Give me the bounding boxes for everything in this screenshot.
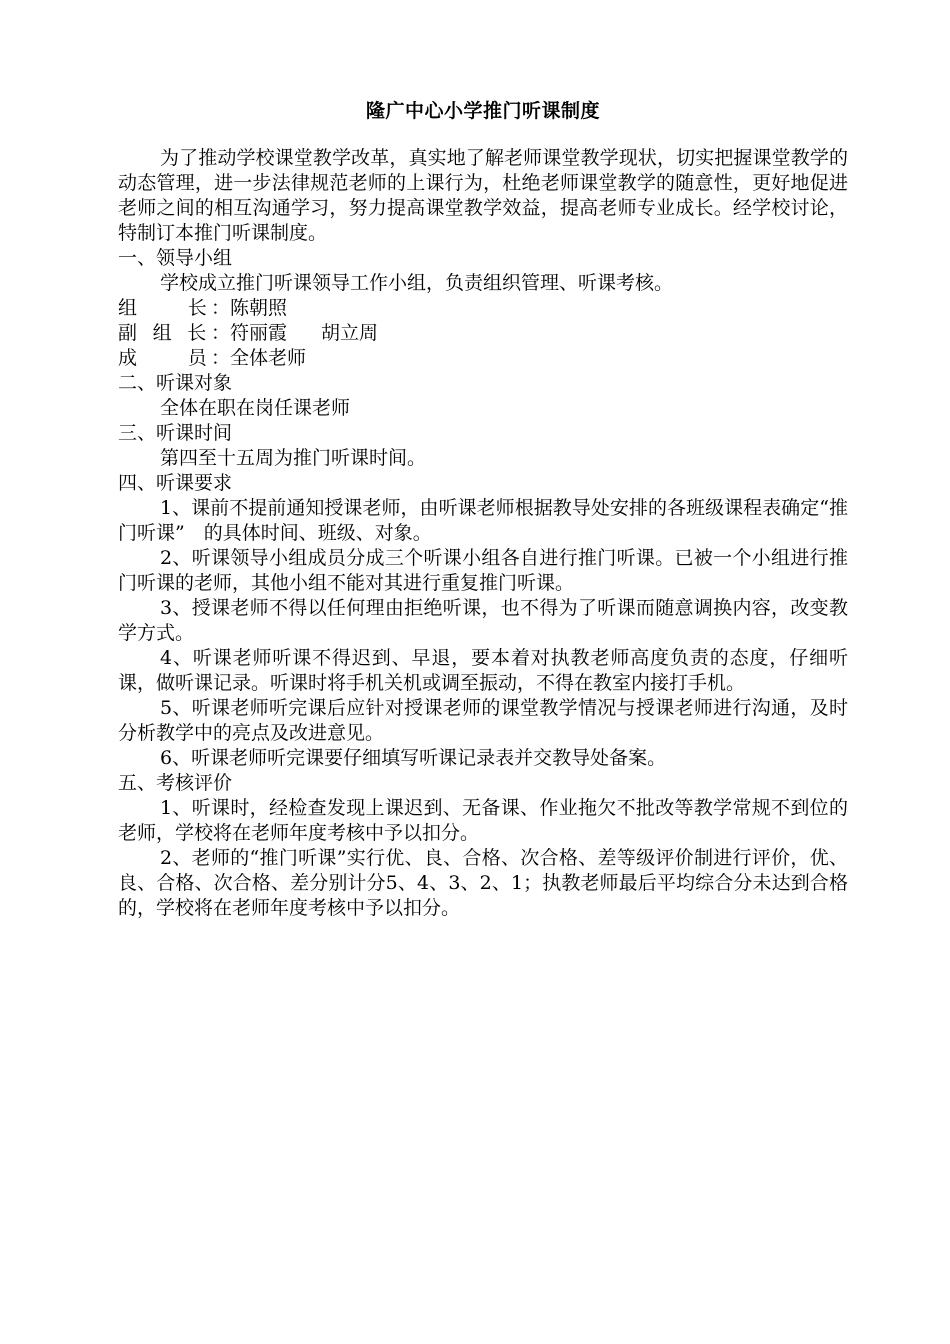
member-role-label: 成 员： bbox=[118, 347, 230, 369]
requirement-item-4: 4、听课老师听课不得迟到、早退，要本着对执教老师高度负责的态度，仔细听课，做听课记录。听课时将手机关机或调至振动，不得在教室内接打手机。 bbox=[118, 647, 848, 694]
requirement-item-2: 2、听课领导小组成员分成三个听课小组各自进行推门听课。已被一个小组进行推门听课的老师，其他小组不能对其进行重复推门听课。 bbox=[118, 547, 848, 594]
intro-paragraph: 为了推动学校课堂教学改革，真实地了解老师课堂教学现状，切实把握课堂教学的动态管理，进一步法律规范老师的上课行为，杜绝老师课堂教学的随意性，更好地促进老师之间的相互沟通学习，努力提高课堂教学效益，提高老师专业成长。经学校讨论，特制订本推门听课制度。 bbox=[118, 147, 848, 244]
leader-line bbox=[118, 296, 848, 321]
document-page bbox=[118, 96, 848, 921]
section-heading-audience: 二、听课对象 bbox=[118, 372, 233, 394]
time-paragraph: 第四至十五周为推门听课时间。 bbox=[160, 447, 427, 469]
audience-paragraph: 全体在职在岗任课老师 bbox=[160, 397, 351, 419]
requirement-item-1: 1、课前不提前通知授课老师，由听课老师根据教导处安排的各班级课程表确定“推门听课” 的具体时间、班级、对象。 bbox=[118, 497, 848, 544]
document-title: 隆广中心小学推门听课制度 bbox=[365, 100, 600, 122]
deputy-name-2: 胡立周 bbox=[321, 322, 379, 344]
member-name: 全体老师 bbox=[230, 347, 307, 369]
evaluation-item-1: 1、听课时，经检查发现上课迟到、无备课、作业拖欠不批改等教学常规不到位的老师，学校将在老师年度考核中予以扣分。 bbox=[118, 797, 848, 844]
section-heading-leadership: 一、领导小组 bbox=[118, 247, 233, 269]
evaluation-item-2: 2、老师的“推门听课”实行优、良、合格、次合格、差等级评价制进行评价，优、良、合格、次合格、差分别计分5、4、3、2、1；执教老师最后平均综合分未达到合格的，学校将在老师年度考核中予以扣分。 bbox=[118, 847, 848, 919]
deputy-name-gap bbox=[287, 321, 321, 346]
section-heading-time: 三、听课时间 bbox=[118, 422, 233, 444]
deputy-role-label: 副 组 长： bbox=[118, 322, 230, 344]
requirement-item-3: 3、授课老师不得以任何理由拒绝听课，也不得为了听课而随意调换内容，改变教学方式。 bbox=[118, 597, 848, 644]
section-heading-requirements: 四、听课要求 bbox=[118, 472, 233, 494]
leader-name: 陈朝照 bbox=[230, 297, 288, 319]
requirement-item-6: 6、听课老师听完课要仔细填写听课记录表并交教导处备案。 bbox=[160, 747, 667, 769]
requirement-item-5: 5、听课老师听完课后应针对授课老师的课堂教学情况与授课老师进行沟通，及时分析教学中的亮点及改进意见。 bbox=[118, 697, 848, 744]
section-heading-evaluation: 五、考核评价 bbox=[118, 772, 233, 794]
leadership-paragraph: 学校成立推门听课领导工作小组，负责组织管理、听课考核。 bbox=[160, 272, 674, 294]
leader-role-label: 组 长： bbox=[118, 297, 230, 319]
deputy-name-1: 符丽霞 bbox=[230, 322, 288, 344]
member-line bbox=[118, 346, 848, 371]
deputy-leader-line bbox=[118, 321, 848, 346]
